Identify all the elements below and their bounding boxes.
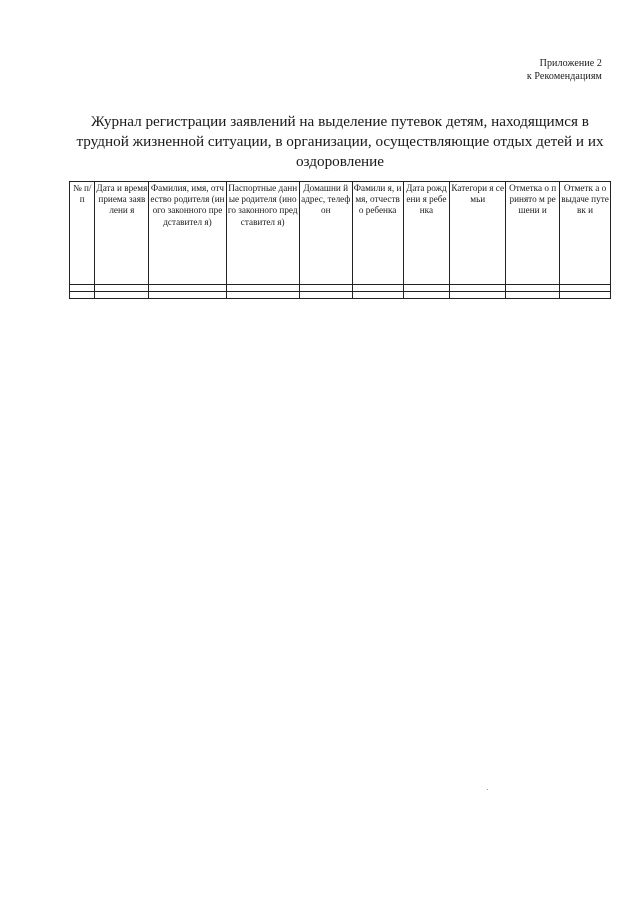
table-cell (95, 285, 149, 292)
appendix-line-1: Приложение 2 (539, 58, 602, 69)
table-cell (403, 285, 450, 292)
header-passport-data: Паспортные данные родителя (иного законного представител я) (226, 182, 299, 285)
table-cell (299, 285, 352, 292)
appendix-note (527, 57, 602, 83)
header-address-phone: Домашни й адрес, телефон (299, 182, 352, 285)
header-child-birthdate: Дата рождени я ребенка (403, 182, 450, 285)
table-cell (352, 285, 403, 292)
table-cell (149, 292, 226, 299)
table-cell (226, 285, 299, 292)
header-decision-mark: Отметка о принято м решени и (506, 182, 560, 285)
header-family-category: Категори я семьи (450, 182, 506, 285)
table-cell (560, 285, 611, 292)
table-header-row (70, 182, 611, 285)
header-number: № п/п (70, 182, 95, 285)
registration-journal-table (69, 181, 611, 299)
table-cell (149, 285, 226, 292)
table-cell (70, 292, 95, 299)
table-cell (226, 292, 299, 299)
appendix-line-2: к Рекомендациям (526, 71, 602, 82)
table-cell (70, 285, 95, 292)
table-cell (403, 292, 450, 299)
header-application-date: Дата и время приема заявлени я (95, 182, 149, 285)
table-cell (299, 292, 352, 299)
table-cell (352, 292, 403, 299)
table-cell (506, 285, 560, 292)
header-parent-name: Фамилия, имя, отчество родителя (иного законного представител я) (149, 182, 226, 285)
table-cell (560, 292, 611, 299)
table-row (70, 285, 611, 292)
table-row (70, 292, 611, 299)
header-voucher-issue-mark: Отметк а о выдаче путевк и (560, 182, 611, 285)
document-title: Журнал регистрации заявлений на выделение путевок детям, находящимся в трудной жизненной ситуации, в организации, осуществляющие отдых детей и их оздоровление (76, 113, 604, 170)
scan-speck (487, 789, 488, 790)
table-cell (450, 285, 506, 292)
table-cell (95, 292, 149, 299)
table-cell (506, 292, 560, 299)
table-cell (450, 292, 506, 299)
header-child-name: Фамили я, имя, отчество ребенка (352, 182, 403, 285)
